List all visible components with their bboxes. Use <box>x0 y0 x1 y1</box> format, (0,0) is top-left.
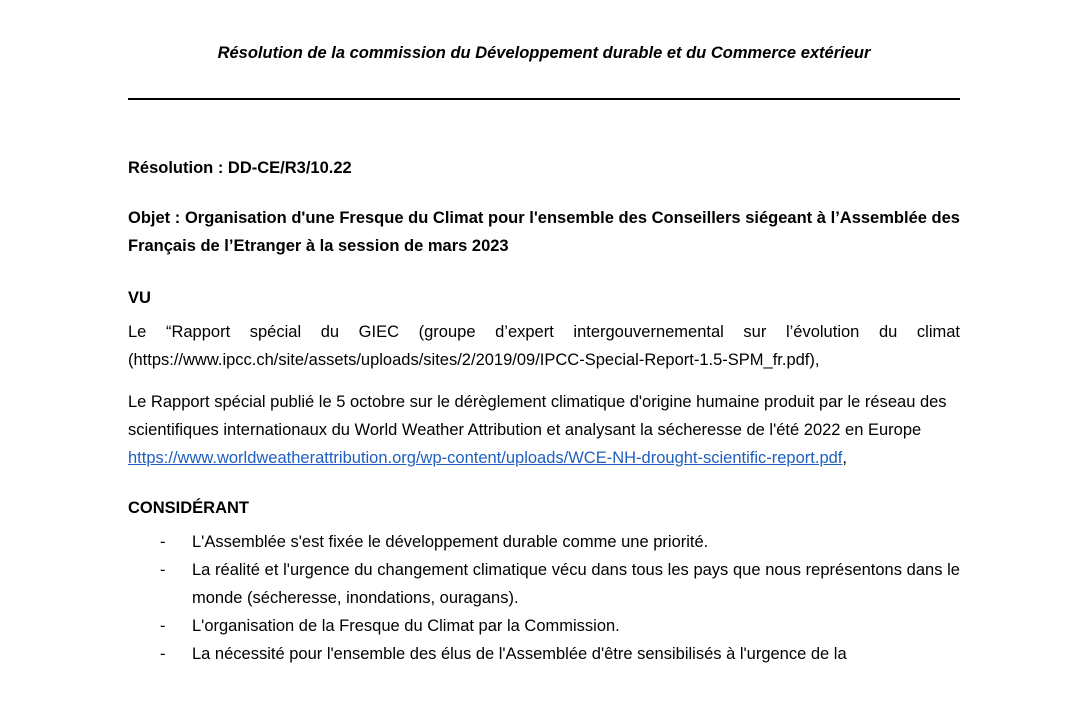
header-title: Résolution de la commission du Développement durable et du Commerce extérieur <box>217 44 871 62</box>
resolution-number: Résolution : DD-CE/R3/10.22 <box>128 159 352 177</box>
vu-paragraph-wwa-text: Le Rapport spécial publié le 5 octobre sur le dérèglement climatique d'origine humaine produit par le réseau des scientifiques internationaux du World Weather Attribution et analysant la sécheresse de l'été 2022 en Europe <box>128 393 947 439</box>
considerant-list <box>128 528 960 668</box>
list-item-text: La nécessité pour l'ensemble des élus de l'Assemblée d'être sensibilisés à l'urgence de la <box>192 645 847 663</box>
objet-paragraph: Objet : Organisation d'une Fresque du Climat pour l'ensemble des Conseillers siégeant à l’Assemblée des Français de l’Etranger à la session de mars 2023 <box>128 209 960 255</box>
header-divider <box>128 98 960 100</box>
vu-heading: VU <box>128 289 151 307</box>
vu-paragraph-ipcc: Le “Rapport spécial du GIEC (groupe d’expert intergouvernemental sur l’évolution du climat (https://www.ipcc.ch/site/assets/uploads/sites/2/2019/09/IPCC-Special-Report-1.5-SPM_fr.pdf), <box>128 323 960 369</box>
document-body <box>128 154 960 668</box>
bullet-dash: - <box>160 617 166 635</box>
link-suffix: , <box>842 449 847 467</box>
list-item <box>128 640 960 668</box>
list-item <box>128 528 960 556</box>
wwa-report-link[interactable]: https://www.worldweatherattribution.org/wp-content/uploads/WCE-NH-drought-scientific-report.pdf <box>128 449 843 467</box>
considerant-heading: CONSIDÉRANT <box>128 499 250 517</box>
list-item-text: La réalité et l'urgence du changement climatique vécu dans tous les pays que nous représentons dans le monde (sécheresse, inondations, ouragans). <box>192 561 960 607</box>
list-item-text: L'organisation de la Fresque du Climat par la Commission. <box>192 617 620 635</box>
vu-paragraph-wwa <box>128 388 960 472</box>
list-item <box>128 556 960 612</box>
bullet-dash: - <box>160 645 166 663</box>
list-item-text: L'Assemblée s'est fixée le développement durable comme une priorité. <box>192 533 709 551</box>
list-item <box>128 612 960 640</box>
bullet-dash: - <box>160 533 166 551</box>
bullet-dash: - <box>160 561 166 579</box>
